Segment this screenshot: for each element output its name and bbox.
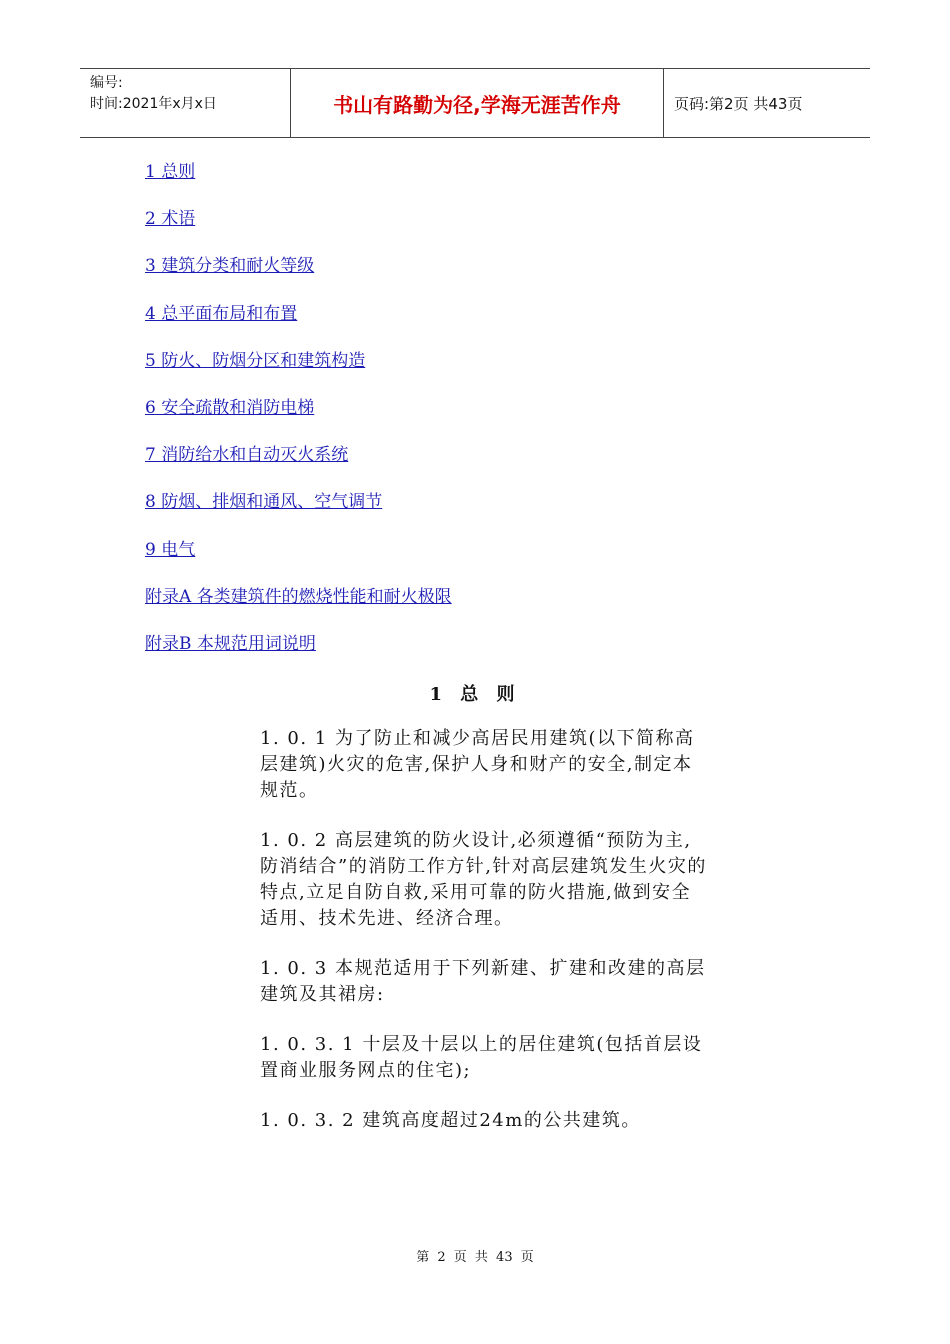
toc-link[interactable]: 8 防烟、排烟和通风、空气调节 [145, 492, 383, 513]
paragraph: 1. 0. 3. 1 十层及十层以上的居住建筑(包括首层设置商业服务网点的住宅); [260, 1034, 703, 1081]
toc-link[interactable]: 6 安全疏散和消防电梯 [145, 397, 315, 418]
page-footer: 第 2 页 共 43 页 [416, 1250, 534, 1265]
toc-link[interactable]: 2 术语 [145, 209, 196, 230]
toc-link[interactable]: 附录A 各类建筑件的燃烧性能和耐火极限 [145, 586, 452, 607]
paragraph: 1. 0. 3 本规范适用于下列新建、扩建和改建的高层建筑及其裙房: [260, 958, 706, 1005]
paragraph: 1. 0. 2 高层建筑的防火设计,必须遵循“预防为主, 防消结合”的消防工作方针,针对高层建筑发生火灾的特点,立足自防自救,采用可靠的防火措施,做到安全适用、技术先进、经济合理。 [260, 830, 707, 929]
header-meta [80, 69, 291, 137]
toc-link[interactable]: 附录B 本规范用词说明 [145, 633, 316, 654]
toc-link[interactable]: 3 建筑分类和耐火等级 [145, 256, 315, 277]
toc-link[interactable]: 1 总则 [145, 162, 196, 182]
chapter-title: 1 总 则 [429, 684, 521, 705]
paragraph: 1. 0. 1 为了防止和减少高居民用建筑(以下简称高层建筑)火灾的危害,保护人身和财产的安全,制定本规范。 [260, 728, 695, 801]
toc-link[interactable]: 4 总平面布局和布置 [145, 303, 298, 324]
table-of-contents [145, 160, 452, 679]
paragraph: 1. 0. 3. 2 建筑高度超过24m的公共建筑。 [260, 1110, 641, 1131]
time-label: 时间:2021年x月x日 [90, 96, 217, 112]
header-page-info: 页码:第2页 共43页 [674, 94, 803, 113]
toc-link[interactable]: 7 消防给水和自动灭火系统 [145, 445, 349, 466]
header-motto: 书山有路勤为径,学海无涯苦作舟 [291, 69, 664, 137]
toc-link[interactable]: 5 防火、防烟分区和建筑构造 [145, 350, 366, 371]
body-text [260, 726, 710, 1158]
page-header [80, 68, 870, 138]
toc-link[interactable]: 9 电气 [145, 539, 196, 560]
number-label: 编号: [90, 75, 123, 91]
